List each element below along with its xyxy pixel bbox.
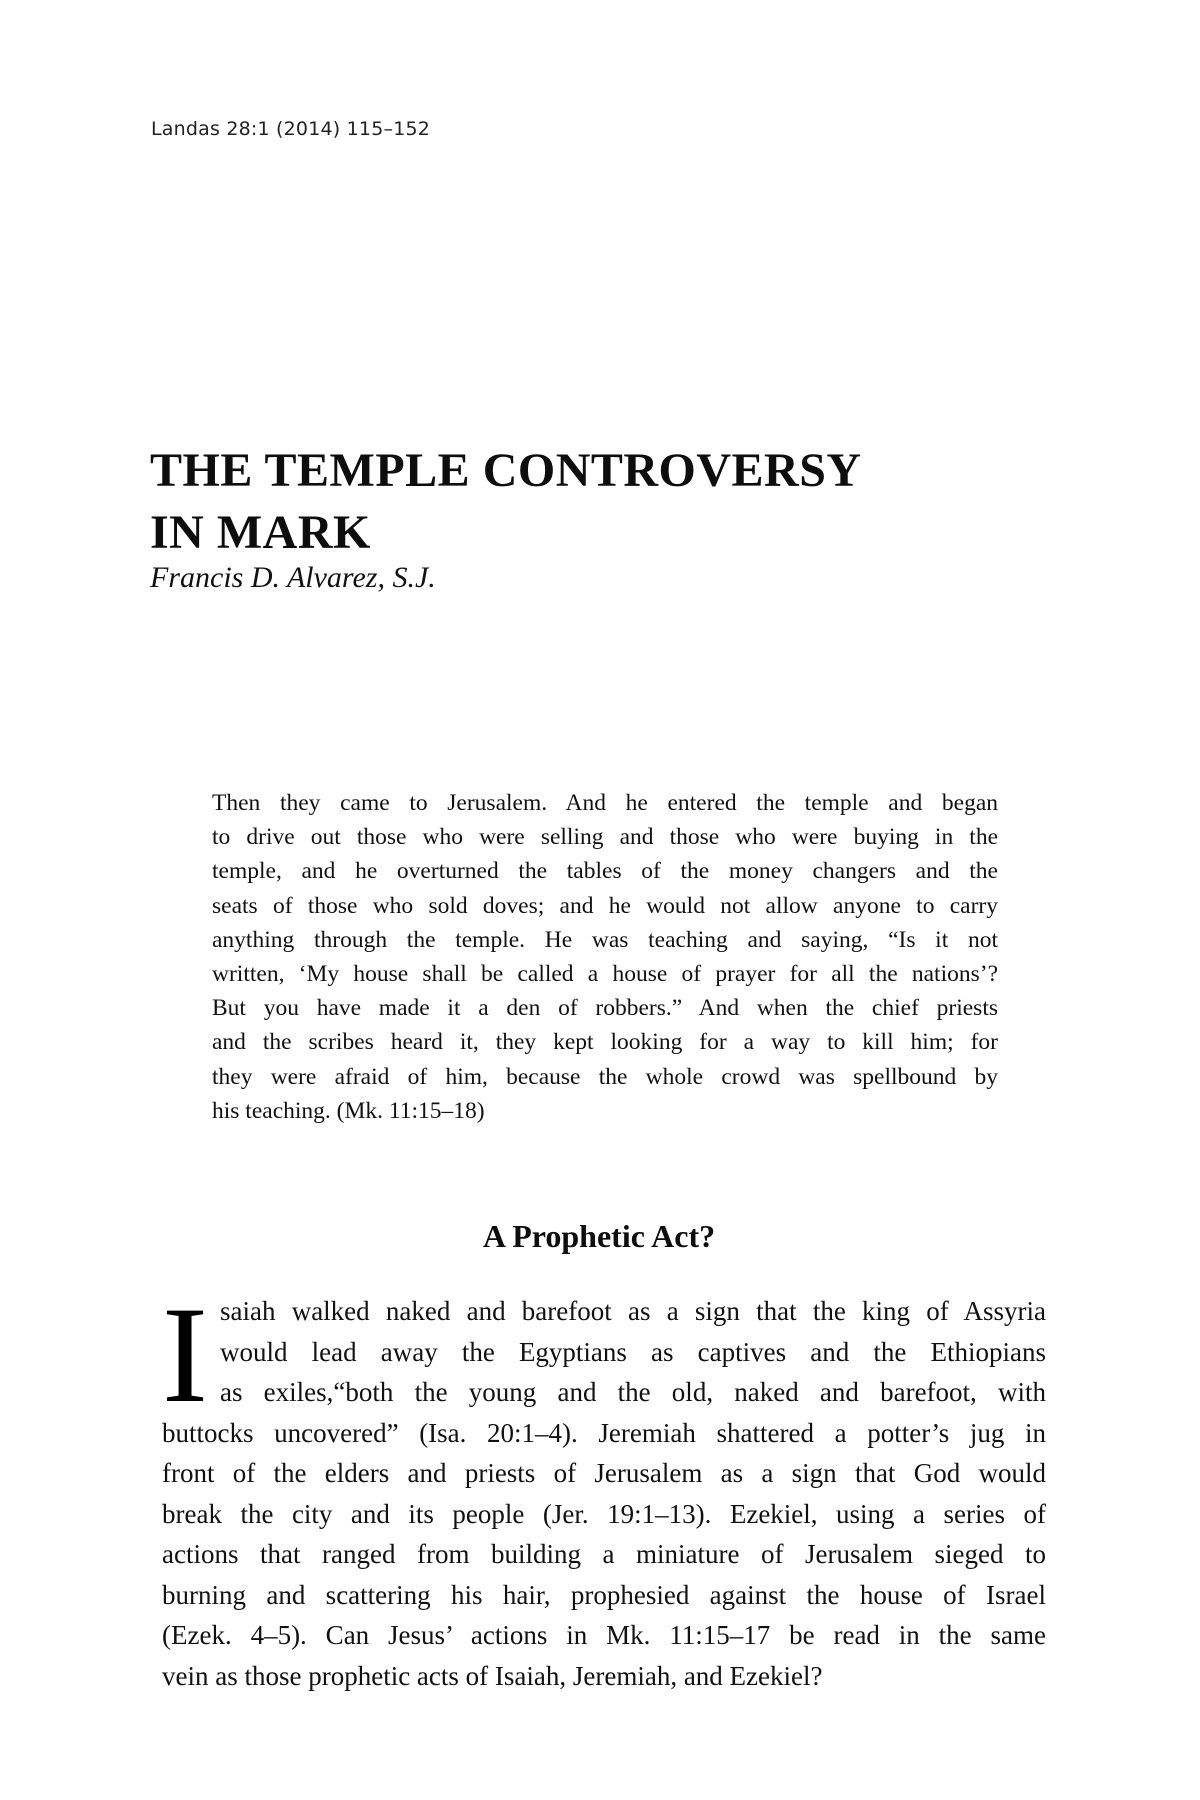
epigraph-line: Then they came to Jerusalem. And he entered the temple and began xyxy=(212,790,998,816)
section-heading: A Prophetic Act? xyxy=(482,1218,716,1254)
epigraph-line: anything through the temple. He was teaching and saying, “Is it not xyxy=(212,926,998,953)
body-line: (Ezek. 4–5). Can Jesus’ actions in Mk. 11:15–17 be read in the same xyxy=(162,1620,1046,1650)
body-line: burning and scattering his hair, prophesied against the house of Israel xyxy=(162,1579,1046,1610)
epigraph-line: his teaching. (Mk. 11:15–18) xyxy=(212,1097,485,1124)
body-paragraph xyxy=(162,1278,1046,1696)
running-head: Landas 28:1 (2014) 115–152 xyxy=(151,118,431,140)
body-line: buttocks uncovered” (Isa. 20:1–4). Jeremiah shattered a potter’s jug in xyxy=(162,1417,1046,1448)
body-line: would lead away the Egyptians as captives and the Ethiopians xyxy=(220,1336,1046,1367)
title-block xyxy=(150,440,1050,596)
body-line: vein as those prophetic acts of Isaiah, Jeremiah, and Ezekiel? xyxy=(162,1660,823,1691)
epigraph-line: and the scribes heard it, they kept looking for a way to kill him; for xyxy=(212,1029,998,1056)
author-byline: Francis D. Alvarez, S.J. xyxy=(150,561,436,594)
article-title xyxy=(150,440,1050,564)
drop-cap: I xyxy=(162,1278,208,1431)
body-line: saiah walked naked and barefoot as a sign that the king of Assyria xyxy=(220,1296,1046,1326)
epigraph-line: seats of those who sold doves; and he would not allow anyone to carry xyxy=(212,892,998,919)
body-line: as exiles,“both the young and the old, naked and barefoot, with xyxy=(220,1377,1046,1407)
epigraph-line: written, ‘My house shall be called a house of prayer for all the nations’? xyxy=(212,961,998,988)
epigraph-quote xyxy=(212,786,998,1128)
body-line: actions that ranged from building a miniature of Jerusalem sieged to xyxy=(162,1539,1046,1569)
article-title-line: THE TEMPLE CONTROVERSY xyxy=(150,444,862,497)
epigraph-line: to drive out those who were selling and those who were buying in the xyxy=(212,824,998,851)
body-line: break the city and its people (Jer. 19:1–13). Ezekiel, using a series of xyxy=(162,1498,1046,1529)
body-line: front of the elders and priests of Jerusalem as a sign that God would xyxy=(162,1458,1046,1488)
epigraph-line: But you have made it a den of robbers.” And when the chief priests xyxy=(212,995,998,1022)
article-title-line: IN MARK xyxy=(150,506,371,559)
epigraph-line: they were afraid of him, because the whole crowd was spellbound by xyxy=(212,1063,998,1090)
epigraph-line: temple, and he overturned the tables of the money changers and the xyxy=(212,858,998,885)
